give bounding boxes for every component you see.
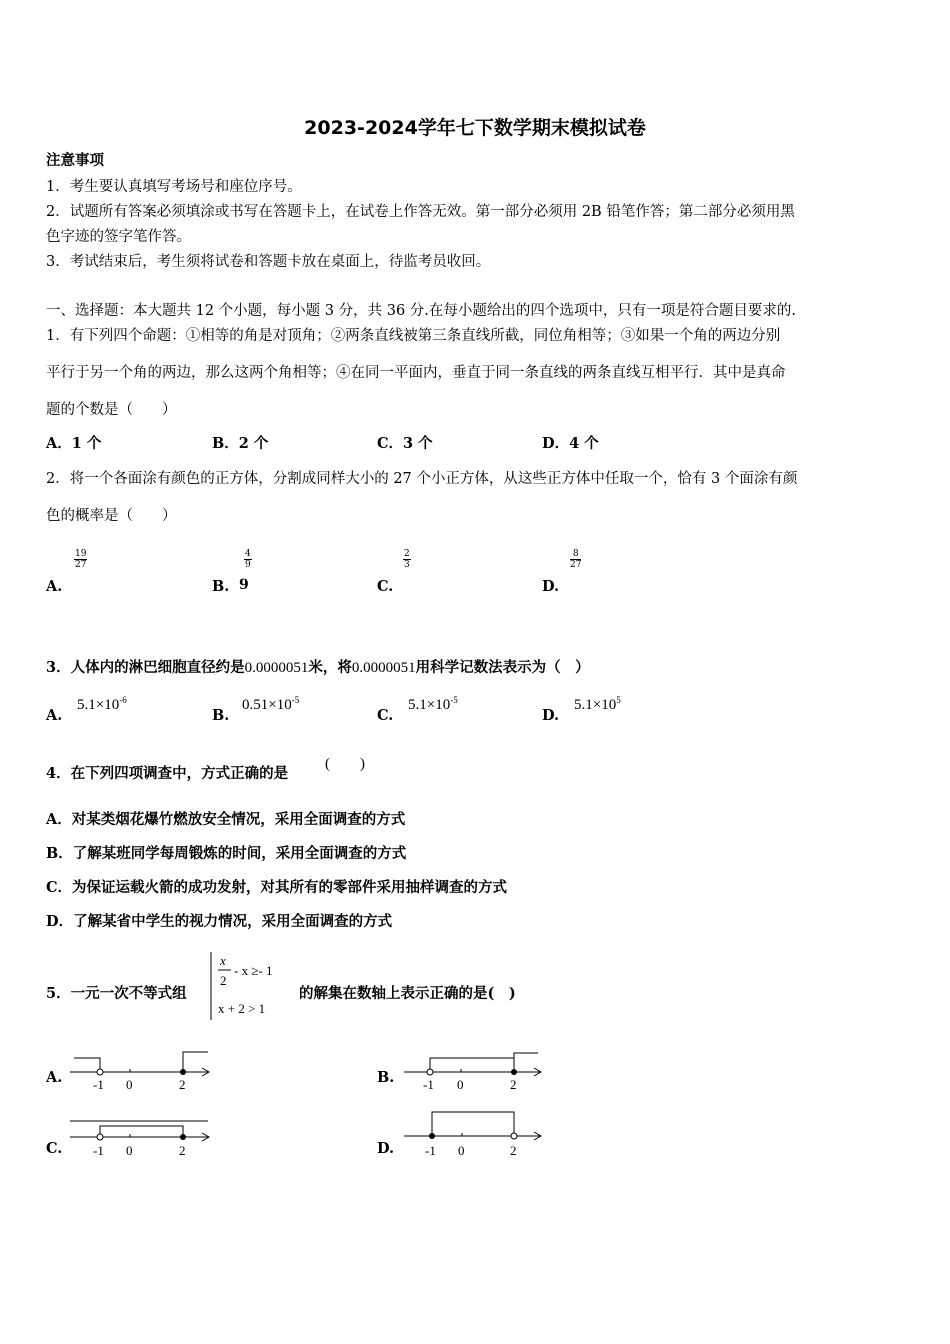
q4-stem: 4．在下列四项调查中，方式正确的是: [46, 765, 289, 782]
q3-option-d-label[interactable]: D.: [542, 707, 560, 724]
notice-item-2: 2．试题所有答案必须填涂或书写在答题卡上，在试卷上作答无效。第一部分必须用 2B 铅笔作答；第二部分必须用黑: [46, 204, 795, 220]
section-heading: 一、选择题：本大题共 12 个小题，每小题 3 分，共 36 分.在每小题给出的四个选项中，只有一项是符合题目要求的.: [46, 303, 796, 319]
solution-segment: [430, 1058, 514, 1072]
fraction-denominator: 3: [404, 560, 410, 570]
tick-label: 0: [457, 1077, 464, 1092]
tick-label: 2: [510, 1143, 517, 1158]
open-point: [427, 1069, 433, 1075]
sci-exponent: -5: [450, 695, 458, 705]
q3-option-b-label[interactable]: B.: [212, 707, 230, 724]
tick-label: 0: [458, 1143, 465, 1158]
q2-option-d-label[interactable]: D.: [542, 578, 560, 595]
q1-line-1: 1．有下列四个命题：①相等的角是对顶角；②两条直线被第三条直线所截，同位角相等；③如果一个角的两边分别: [46, 328, 781, 344]
q3-suffix: 用科学记数法表示为（ ）: [415, 659, 590, 676]
q1-option-b[interactable]: B．2 个: [212, 435, 269, 452]
q4-option-b[interactable]: B．了解某班同学每周锻炼的时间，采用全面调查的方式: [46, 845, 407, 862]
q5-option-d-label[interactable]: D.: [377, 1140, 395, 1157]
q5-option-a-label[interactable]: A.: [46, 1069, 63, 1086]
solution-segment: [432, 1112, 514, 1136]
q1-option-c[interactable]: C．3 个: [377, 435, 433, 452]
notice-item-2-cont: 色字迹的签字笔作答。: [46, 229, 191, 245]
tick-label: -1: [425, 1143, 436, 1158]
closed-point: [180, 1134, 186, 1140]
solution-ray-left: [74, 1058, 100, 1072]
q1-option-a[interactable]: A．1 个: [46, 435, 102, 452]
tick-label: -1: [93, 1143, 104, 1158]
tick-label: 0: [126, 1077, 133, 1092]
q5-number-line-a: [68, 1048, 218, 1096]
q3-option-b-value: [242, 695, 299, 714]
q3-value-1: 0.0000051: [244, 660, 309, 676]
q3-option-a-value: [77, 695, 127, 714]
tick-label: -1: [423, 1077, 434, 1092]
fraction-denominator: 27: [75, 560, 87, 570]
fraction-denominator: 27: [570, 560, 582, 570]
q4-option-d[interactable]: D．了解某省中学生的视力情况，采用全面调查的方式: [46, 913, 393, 930]
q2-option-b-extra: 9: [239, 577, 249, 593]
q2-option-c-fraction: [403, 549, 411, 570]
q2-option-a-fraction: [74, 549, 87, 570]
page-title: 2023-2024学年七下数学期末模拟试卷: [304, 117, 646, 139]
q3-option-d-value: [574, 695, 621, 714]
fraction-numerator: 19: [75, 549, 87, 559]
q3-stem: [46, 659, 590, 677]
q3-option-a-label[interactable]: A.: [46, 707, 63, 724]
ineq1-denominator: 2: [220, 973, 227, 988]
sci-exponent: -5: [291, 695, 300, 705]
q5-number-line-b: [398, 1048, 548, 1096]
q2-option-d-fraction: [570, 549, 581, 570]
open-point: [97, 1069, 103, 1075]
open-point: [511, 1133, 517, 1139]
fraction-denominator: 9: [245, 560, 251, 570]
q5-number-line-c: [68, 1115, 218, 1163]
tick-label: -1: [93, 1077, 104, 1092]
q4-option-a[interactable]: A．对某类烟花爆竹燃放安全情况，采用全面调查的方式: [46, 811, 406, 828]
q1-line-3: 题的个数是（ ）: [46, 402, 177, 418]
q1-option-d[interactable]: D．4 个: [542, 435, 599, 452]
q3-prefix: 3．人体内的淋巴细胞直径约是: [46, 659, 245, 676]
closed-point: [180, 1069, 186, 1075]
q5-prefix: 5．一元一次不等式组: [46, 985, 187, 1002]
sci-base: 0.51×10: [242, 697, 292, 713]
q3-mid: 米，将: [308, 659, 352, 676]
ineq1-numerator: x: [220, 953, 226, 968]
q2-option-a-label[interactable]: A.: [46, 578, 63, 595]
q2-option-b-label[interactable]: B.: [212, 578, 230, 595]
tick-label: 2: [510, 1077, 517, 1092]
fraction-numerator: 4: [245, 549, 251, 559]
solution-segment: [100, 1126, 183, 1137]
q5-suffix: 的解集在数轴上表示正确的是( ): [299, 985, 516, 1002]
q5-inequality-system: [205, 948, 305, 1024]
sci-base: 5.1×10: [574, 697, 617, 713]
closed-point: [511, 1069, 517, 1075]
sci-exponent: -6: [119, 695, 127, 705]
q1-line-2: 平行于另一个角的两边，那么这两个角相等；④在同一平面内，垂直于同一条直线的两条直线互相平行．其中是真命: [46, 365, 786, 381]
q4-paren: ( ): [325, 756, 365, 772]
notice-item-1: 1．考生要认真填写考场号和座位序号。: [46, 179, 302, 195]
fraction-numerator: 8: [570, 549, 581, 560]
q3-option-c-label[interactable]: C.: [377, 707, 394, 724]
q5-option-c-label[interactable]: C.: [46, 1140, 63, 1157]
notice-item-3: 3．考试结束后，考生须将试卷和答题卡放在桌面上，待监考员收回。: [46, 254, 491, 270]
tick-label: 2: [179, 1077, 186, 1092]
open-point: [97, 1134, 103, 1140]
q3-value-2: 0.0000051: [351, 660, 416, 676]
sci-base: 5.1×10: [408, 697, 451, 713]
notice-heading: 注意事项: [46, 152, 104, 169]
q2-line-2: 色的概率是（ ）: [46, 508, 177, 524]
sci-base: 5.1×10: [77, 697, 120, 713]
sci-exponent: 5: [616, 695, 621, 705]
ineq2: x + 2 > 1: [218, 1001, 266, 1016]
q2-line-1: 2．将一个各面涂有颜色的正方体，分割成同样大小的 27 个小正方体，从这些正方体中任取一个，恰有 3 个面涂有颜: [46, 471, 798, 487]
q5-number-line-d: [398, 1108, 548, 1163]
tick-label: 2: [179, 1143, 186, 1158]
q2-option-c-label[interactable]: C.: [377, 578, 394, 595]
q3-option-c-value: [408, 695, 458, 714]
tick-label: 0: [126, 1143, 133, 1158]
ineq1-rest: - x ≥- 1: [234, 963, 273, 978]
q4-option-c[interactable]: C．为保证运载火箭的成功发射，对其所有的零部件采用抽样调查的方式: [46, 879, 508, 896]
q2-option-b-fraction: [244, 549, 252, 570]
closed-point: [429, 1133, 435, 1139]
fraction-numerator: 2: [404, 549, 410, 559]
q5-option-b-label[interactable]: B.: [377, 1069, 395, 1086]
solution-ray-right: [514, 1053, 538, 1072]
